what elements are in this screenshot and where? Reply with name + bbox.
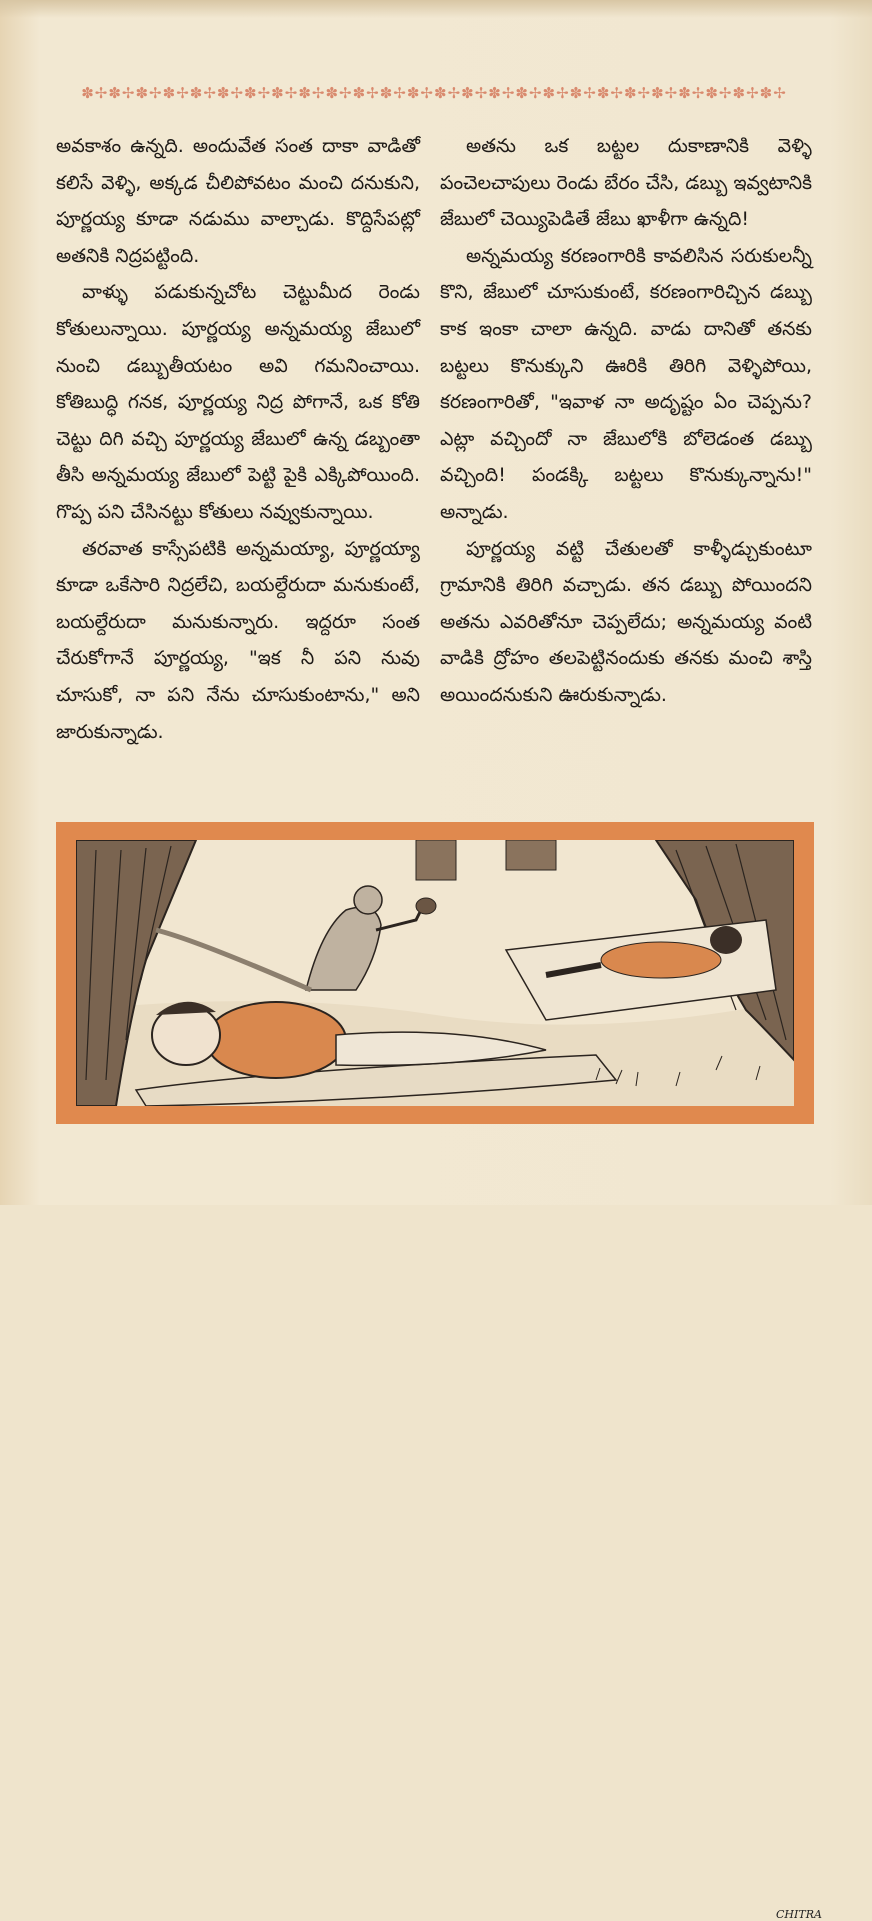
story-illustration [56, 822, 822, 1921]
paragraph: అన్నమయ్య కరణంగారికి కావలిసిన సరుకులన్నీ కొని, జేబులో చూసుకుంటే, కరణంగారిచ్చిన డబ్బు కాక ఇంకా చాలా ఉన్నది. వాడు దానితో తనకు బట్టలు కొనుక్కుని ఊరికి తిరిగి వెళ్ళిపోయి, కరణంగారితో, "ఇవాళ నా అదృష్టం ఏం చెప్పను? ఎట్లా వచ్చిందో నా జేబులోకి బోలెడంత డబ్బు వచ్చింది! పండక్కి బట్టలు కొనుక్కున్నాను!" అన్నాడు. [440, 244, 812, 523]
artist-signature: CHITRA [776, 1908, 822, 1921]
paragraph: అతను ఒక బట్టల దుకాణానికి వెళ్ళి పంచెలచాపులు రెండు బేరం చేసి, డబ్బు ఇవ్వటానికి జేబులో చెయ్యిపెడితే జేబు ఖాళీగా ఉన్నది! [440, 135, 812, 231]
paragraph: అవకాశం ఉన్నది. అందువేత సంత దాకా వాడితో కలిసే వెళ్ళి, అక్కడ చీలిపోవటం మంచి దనుకుని, పూర్ణయ్య కూడా నడుము వాల్చాడు. కొద్దిసేపట్లో అతనికి నిద్రపట్టింది. [56, 135, 420, 267]
paragraph: పూర్ణయ్య వట్టి చేతులతో కాళ్ళీడ్చుకుంటూ గ్రామానికి తిరిగి వచ్చాడు. తన డబ్బు పోయిందని అతను ఎవరితోనూ చెప్పలేదు; అన్నమయ్య వంటి వాడికి ద్రోహం తలపెట్టినందుకు తనకు మంచి శాస్తి అయిందనుకుని ఊరుకున్నాడు. [440, 537, 812, 706]
right-text-column [440, 128, 812, 714]
paragraph: తరవాత కాస్సేపటికి అన్నమయ్యా, పూర్ణయ్యా కూడా ఒకేసారి నిద్రలేచి, బయల్దేరుదా మనుకుంటే, బయల్దేరుదా మనుకున్నారు. ఇద్దరూ సంత చేరుకోగానే పూర్ణయ్య, "ఇక నీ పని నువు చూసుకో, నా పని నేను చూసుకుంటాను," అని జారుకున్నాడు. [56, 537, 420, 743]
left-text-column [56, 128, 420, 750]
decorative-border: ✽✢✽✢✽✢✽✢✽✢✽✢✽✢✽✢✽✢✽✢✽✢✽✢✽✢✽✢✽✢✽✢✽✢✽✢✽✢✽✢✽✢✽✢✽✢✽✢✽✢✽✢ [81, 84, 787, 102]
illustration-drawing [76, 840, 794, 1106]
page-edge-shadow [0, 0, 872, 18]
paragraph: వాళ్ళు పడుకున్నచోట చెట్టుమీద రెండు కోతులున్నాయి. పూర్ణయ్య అన్నమయ్య జేబులో నుంచి డబ్బుతీయటం అవి గమనించాయి. కోతిబుద్ధి గనక, పూర్ణయ్య నిద్ర పోగానే, ఒక కోతి చెట్టు దిగి వచ్చి పూర్ణయ్య జేబులో ఉన్న డబ్బంతా తీసి అన్నమయ్య జేబులో పెట్టి పైకి ఎక్కిపోయింది. గొప్ప పని చేసినట్టు కోతులు నవ్వుకున్నాయి. [56, 281, 420, 523]
